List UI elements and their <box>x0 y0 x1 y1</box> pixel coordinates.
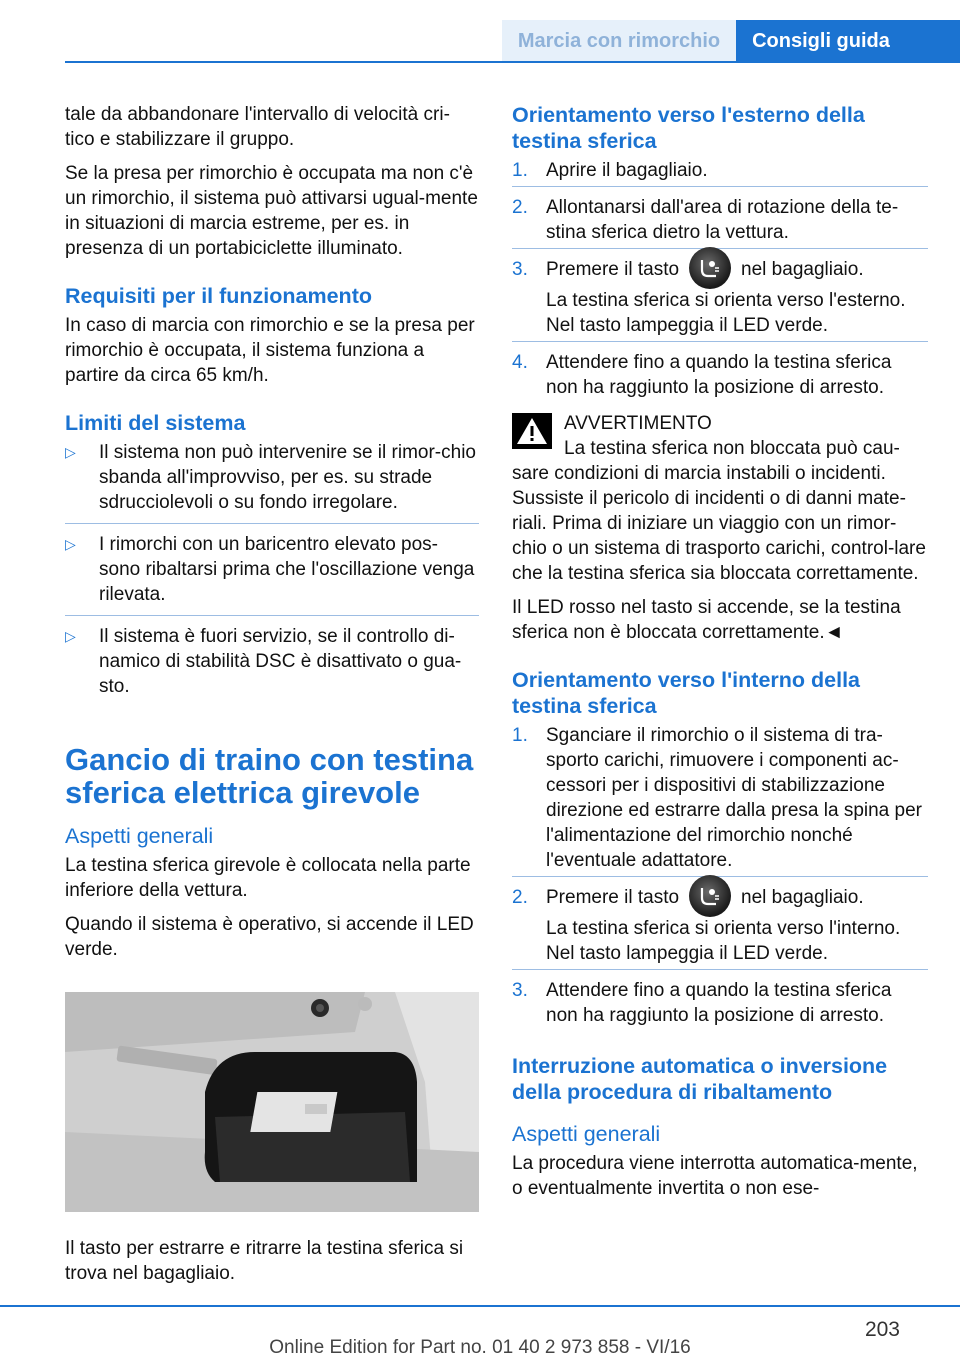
towbar-key-icon <box>689 247 731 289</box>
paragraph: tale da abbandonare l'intervallo di velocità cri-tico e stabilizzare il gruppo. <box>65 104 450 150</box>
header-section-label: Marcia con rimorchio <box>517 30 721 52</box>
warning-text-first: La testina sferica non bloccata può cau- <box>564 438 900 459</box>
list-item: 1. Sganciare il rimorchio o il sistema di tra-sporto carichi, rimuovere i componenti ac-cessori per i dispositivi di stabilizzazione direzione ed estrarre dalla presa la spina per l'alimentazione del rimorchio nonché l'eventuale adattatore. <box>512 723 928 877</box>
right-column <box>512 102 928 1210</box>
list-item: ▷ I rimorchi con un baricentro elevato pos-sono ribaltarsi prima che l'oscillazione venga rilevata. <box>65 532 479 616</box>
towbar-key-icon <box>689 875 731 917</box>
page-number: 203 <box>864 1318 900 1341</box>
header-rule <box>65 61 960 63</box>
warning-text: sare condizioni di marcia instabili o incidenti. Sussiste il pericolo di incidenti o di danni mate-riali. Prima di iniziare un viaggio con un rimor-chio o un sistema di trasporto carichi, control-lare che la testina sferica sia bloccata correttamente. <box>512 463 926 584</box>
heading-system-limits: Limiti del sistema <box>65 411 246 435</box>
header-chapter-label: Consigli guida <box>752 30 890 52</box>
limits-list <box>65 440 479 707</box>
heading-swing-in: Orientamento verso l'interno della testina sferica <box>512 668 860 718</box>
list-item: 1. Aprire il bagagliaio. <box>512 158 928 187</box>
heading-requirements: Requisiti per il funzionamento <box>65 284 372 308</box>
list-item: 4. Attendere fino a quando la testina sferica non ha raggiunto la posizione di arresto. <box>512 352 892 398</box>
paragraph: Se la presa per rimorchio è occupata ma non c'è un rimorchio, il sistema può attivarsi ugual-mente in situazioni di marcia estreme, per es. in presenza di un portabiciclette illuminato. <box>65 163 478 259</box>
paragraph: In caso di marcia con rimorchio e se la presa per rimorchio è occupata, il sistema funziona a partire da circa 65 km/h. <box>65 315 475 386</box>
bullet-triangle-icon: ▷ <box>65 536 76 552</box>
heading-general: Aspetti generali <box>65 824 214 848</box>
swing-out-steps <box>512 158 928 403</box>
swing-in-steps <box>512 723 928 1031</box>
footer-rule <box>0 1305 960 1307</box>
bullet-triangle-icon: ▷ <box>65 628 76 644</box>
list-item: 3. Premere il tasto nel bagagliaio. La testina sferica si orienta verso l'esterno. Nel tasto lampeggia il LED verde. <box>512 257 928 342</box>
warning-title: AVVERTIMENTO <box>564 413 712 434</box>
footer-edition: Online Edition for Part no. 01 40 2 973 858 - VI/16 <box>269 1337 691 1358</box>
paragraph: Quando il sistema è operativo, si accende il LED verde. <box>65 914 474 960</box>
list-item: ▷ Il sistema non può intervenire se il rimor-chio sbanda all'improvviso, per es. su strade sdrucciolevoli o su fondo irregolare. <box>65 440 479 524</box>
list-item: ▷ Il sistema è fuori servizio, se il controllo di-namico di stabilità DSC è disattivato o gua-sto. <box>65 626 462 697</box>
warning-triangle-icon <box>512 413 552 449</box>
paragraph: La testina sferica girevole è collocata nella parte inferiore della vettura. <box>65 855 471 901</box>
bullet-triangle-icon: ▷ <box>65 444 76 460</box>
photo-caption: Il tasto per estrarre e ritrarre la testina sferica si trova nel bagagliaio. <box>65 1238 464 1284</box>
paragraph: La procedura viene interrotta automatica-mente, o eventualmente invertita o non ese- <box>512 1153 918 1199</box>
heading-swing-out: Orientamento verso l'esterno della testina sferica <box>512 103 865 153</box>
heading-general: Aspetti generali <box>512 1122 661 1146</box>
trunk-photo <box>65 992 479 1212</box>
list-item: 2. Allontanarsi dall'area di rotazione della te-stina sferica dietro la vettura. <box>512 195 928 249</box>
warning-box <box>512 411 928 586</box>
paragraph: Il LED rosso nel tasto si accende, se la testina sferica non è bloccata correttamente.◄ <box>512 597 901 643</box>
heading-main-towbar: Gancio di traino con testina sferica elettrica girevole <box>65 742 474 810</box>
list-item: 3. Attendere fino a quando la testina sferica non ha raggiunto la posizione di arresto. <box>512 980 892 1026</box>
left-column <box>65 102 479 1295</box>
heading-auto-interrupt: Interruzione automatica o inversione della procedura di ribaltamento <box>512 1054 888 1104</box>
list-item: 2. Premere il tasto nel bagagliaio. La testina sferica si orienta verso l'interno. Nel tasto lampeggia il LED verde. <box>512 885 928 970</box>
